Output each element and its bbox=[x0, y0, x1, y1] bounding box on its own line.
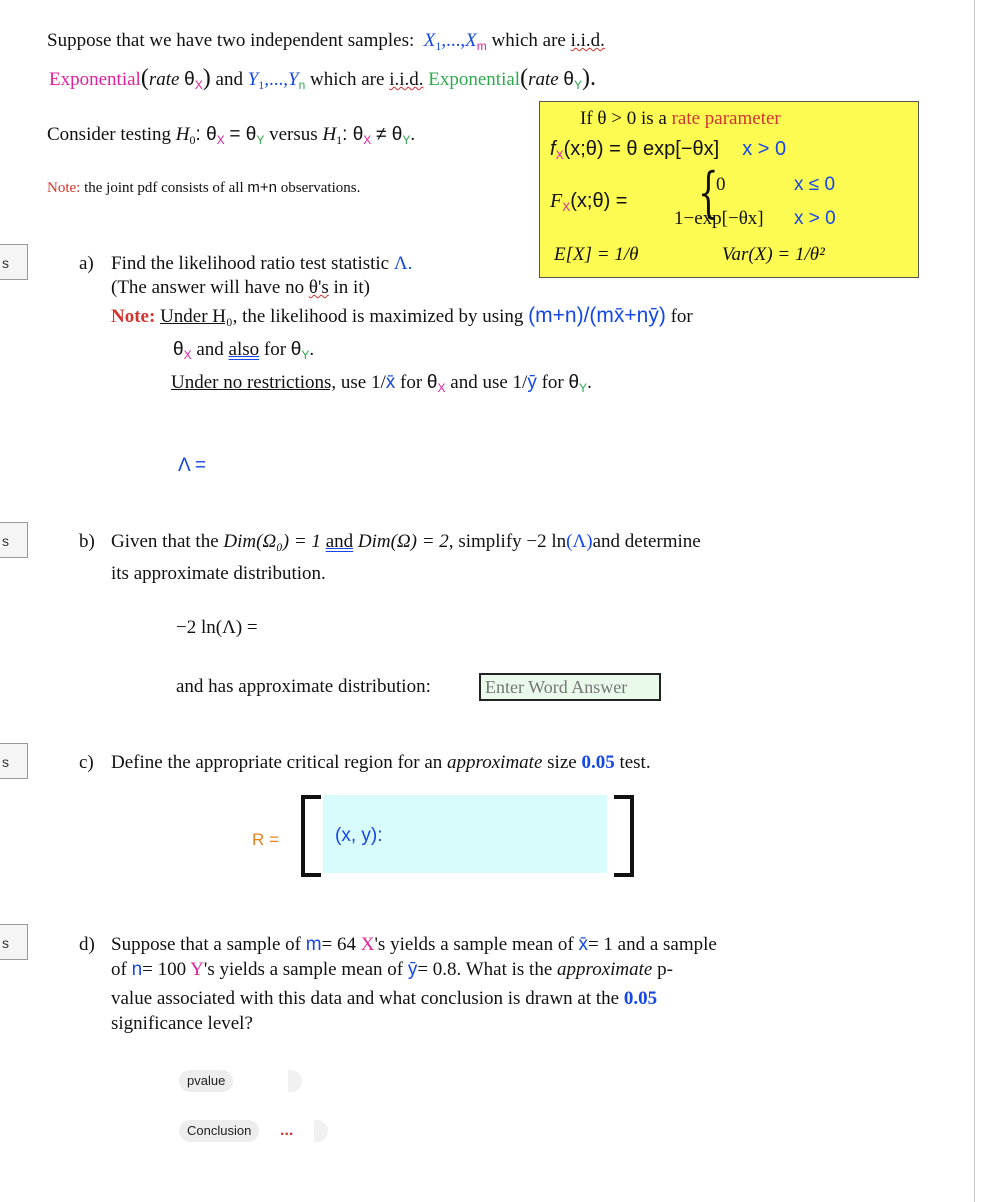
x-seq-sub1: 1 bbox=[435, 39, 442, 53]
d-text-2: 's yields a sample mean of bbox=[374, 934, 574, 955]
and-word-a: and bbox=[196, 339, 224, 360]
note-tail: observations. bbox=[280, 180, 361, 196]
part-b-given: Given that the bbox=[111, 531, 219, 552]
cdf-body: (x;θ) = bbox=[570, 190, 628, 212]
h0-symbol: H bbox=[175, 124, 190, 145]
conclusion-label: Conclusion bbox=[187, 1123, 252, 1138]
box-variance bbox=[722, 244, 825, 266]
iid-label-2: i.i.d. bbox=[389, 69, 424, 90]
d-m: m bbox=[305, 934, 322, 955]
d-ybar: ȳ bbox=[407, 959, 418, 980]
note-m: m bbox=[247, 179, 260, 196]
part-a-line-4: $\theta_X$ and also for $\theta_Y$. bbox=[173, 339, 315, 362]
and-use-text: and use 1/ bbox=[450, 372, 528, 393]
d-p-hyphen: p- bbox=[657, 959, 673, 980]
d-text-3: = 1 and a sample bbox=[587, 934, 717, 955]
x-seq-start: X bbox=[423, 30, 436, 51]
part-b-lambda: (Λ) bbox=[566, 531, 593, 552]
exponential-label-2: Exponential bbox=[428, 69, 521, 90]
part-a-note-text: the likelihood is maximized by using bbox=[242, 306, 524, 327]
d-text-7: value associated with this data and what conclusion is drawn at the bbox=[111, 988, 620, 1009]
right-margin-line bbox=[974, 0, 975, 1202]
y-seq-sub-n: n bbox=[298, 78, 306, 92]
box-if-text: If θ > 0 is a bbox=[580, 108, 667, 129]
lambda-symbol: Λ. bbox=[393, 253, 413, 274]
pvalue-label: pvalue bbox=[187, 1073, 226, 1088]
neg2lnlambda-label: −2 ln(Λ) = bbox=[176, 617, 258, 638]
y-seq-sub1: 1 bbox=[258, 78, 265, 92]
h0-equals: = θ bbox=[229, 124, 257, 145]
theta-x-b: θ bbox=[426, 372, 438, 393]
expectation: E[X] = 1/θ bbox=[554, 244, 639, 265]
cdf-case-2 bbox=[674, 208, 764, 230]
part-c-tab[interactable]: s bbox=[0, 743, 28, 779]
conclusion-dropdown[interactable] bbox=[179, 1120, 259, 1142]
part-d-label: d) bbox=[79, 934, 95, 955]
theta-y-sub-1: Y bbox=[574, 78, 583, 92]
part-b-label: b) bbox=[79, 531, 95, 552]
distribution-label: and has approximate distribution: bbox=[176, 676, 431, 697]
part-c-text: Define the appropriate critical region for an bbox=[111, 752, 443, 773]
conclusion-dropdown-end[interactable] bbox=[314, 1120, 328, 1142]
h1-sub: 1 bbox=[336, 133, 343, 147]
part-a-line-1 bbox=[111, 253, 412, 275]
intro-line-2: Exponential(rate $\theta_X$) and $Y_1,...,Y_n$ which are i.i.d. Exponential(rate $\theta_Y$). bbox=[49, 65, 597, 92]
part-a-thetas: θ's bbox=[308, 277, 329, 298]
part-c-size: size bbox=[547, 752, 577, 773]
note-plus: + bbox=[259, 179, 269, 196]
part-a-paren-pre: (The answer will have no bbox=[111, 277, 305, 298]
part-a-line-5: Under no restrictions, use 1/x̄ for $\theta_X$ and use 1/ȳ for $\theta_Y$. bbox=[171, 372, 592, 395]
d-n: n bbox=[131, 959, 143, 980]
part-d-line-3 bbox=[111, 988, 657, 1010]
exponential-reference-box bbox=[539, 101, 919, 278]
dim-omega0: Dim(Ω₀) = 1 bbox=[223, 531, 321, 552]
iid-prefix: which are bbox=[491, 30, 566, 51]
pdf-sub: X bbox=[555, 148, 564, 162]
part-a-paren-post: in it) bbox=[333, 277, 370, 298]
part-a-label: a) bbox=[79, 253, 94, 274]
pvalue-dropdown-end[interactable] bbox=[288, 1070, 302, 1092]
part-c-label: c) bbox=[79, 752, 94, 773]
critical-region-box[interactable] bbox=[323, 795, 607, 873]
joint-pdf-note bbox=[47, 179, 360, 197]
y-seq-end: Y bbox=[288, 69, 299, 90]
theta-x-1: θ bbox=[184, 69, 195, 90]
for-word-b: for bbox=[400, 372, 423, 393]
box-pdf bbox=[550, 138, 786, 162]
d-approximate: approximate bbox=[557, 959, 653, 980]
h1-not-equal: ≠ θ bbox=[376, 124, 403, 145]
lambda-answer[interactable] bbox=[178, 455, 206, 477]
rate-word-2: rate bbox=[528, 69, 559, 90]
part-a-note-formula: (m+n)/(mx̄+nȳ) bbox=[528, 304, 666, 327]
d-y-label: Y bbox=[190, 959, 204, 980]
part-a-note-label: Note: bbox=[111, 306, 156, 327]
for-word-c: for bbox=[541, 372, 564, 393]
iid-prefix-2: which are bbox=[310, 69, 385, 90]
part-d-tab[interactable]: s bbox=[0, 924, 28, 960]
xbar-symbol: x̄ bbox=[385, 372, 396, 393]
part-d-line-1 bbox=[111, 934, 717, 956]
d-n-value: = 100 bbox=[142, 959, 187, 980]
part-b-line-1 bbox=[111, 531, 701, 553]
cdf-case1-value: 0 bbox=[716, 174, 726, 195]
exponential-label-1: Exponential bbox=[49, 69, 141, 90]
d-xbar: x̄ bbox=[578, 934, 588, 955]
y-seq-dots: ,..., bbox=[264, 69, 289, 90]
box-cdf bbox=[550, 190, 627, 214]
h0-sub: 0 bbox=[189, 133, 196, 147]
theta-y-1: θ bbox=[563, 69, 574, 90]
hypothesis-line: Consider testing $H_0$: $\theta_X = \theta_Y$ versus $H_1$: $\theta_X \ne \theta_Y$. bbox=[47, 124, 416, 147]
theta-x-sub-1: X bbox=[194, 78, 203, 92]
d-text-6: = 0.8. What is the bbox=[417, 959, 553, 980]
part-a-note-h0: Under H₀, bbox=[160, 306, 238, 327]
x-seq-sub-m: m bbox=[476, 39, 487, 53]
part-a-question: Find the likelihood ratio test statistic bbox=[111, 253, 390, 274]
distribution-input[interactable] bbox=[481, 675, 659, 699]
d-text-1: Suppose that a sample of bbox=[111, 934, 301, 955]
distribution-answer-box[interactable] bbox=[479, 673, 661, 701]
pdf-body: (x;θ) = θ exp[−θx] bbox=[563, 138, 720, 160]
lambda-answer-label: Λ = bbox=[178, 455, 207, 476]
cdf-brace: { bbox=[698, 161, 719, 224]
right-bracket bbox=[614, 795, 634, 877]
part-a-note-for: for bbox=[670, 306, 693, 327]
part-b-line-2: its approximate distribution. bbox=[111, 563, 326, 584]
theta-x-b-sub: X bbox=[437, 381, 446, 395]
d-text-4: of bbox=[111, 959, 127, 980]
h0-theta: : θ bbox=[195, 124, 217, 145]
h1-theta: : θ bbox=[342, 124, 364, 145]
part-c-test: test. bbox=[619, 752, 651, 773]
d-m-value: = 64 bbox=[321, 934, 357, 955]
cdf-sub: X bbox=[562, 200, 571, 214]
left-bracket bbox=[301, 795, 321, 877]
intro-text: Suppose that we have two independent samples: bbox=[47, 30, 415, 51]
box-expectation bbox=[554, 244, 638, 266]
part-b-determine: and determine bbox=[592, 531, 701, 552]
pvalue-dropdown[interactable] bbox=[179, 1070, 233, 1092]
rate-word-1: rate bbox=[148, 69, 180, 90]
conclusion-ellipsis[interactable]: ... bbox=[280, 1122, 294, 1139]
part-a-tab[interactable]: s bbox=[0, 244, 28, 280]
cdf-case1-condition: x ≤ 0 bbox=[794, 174, 836, 195]
h1-symbol: H bbox=[322, 124, 337, 145]
box-line-1 bbox=[580, 108, 781, 130]
part-b-and: and bbox=[325, 531, 354, 552]
use-text: use 1/ bbox=[340, 372, 386, 393]
versus-word: versus bbox=[269, 124, 318, 145]
x-seq-end: X bbox=[465, 30, 477, 51]
part-a-note-line bbox=[111, 304, 693, 328]
part-d-line-4: significance level? bbox=[111, 1013, 253, 1034]
x-seq-dots: ,..., bbox=[441, 30, 466, 51]
variance: Var(X) = 1/θ² bbox=[722, 244, 825, 265]
part-a-line-2 bbox=[111, 277, 370, 299]
theta-y-b-sub: Y bbox=[579, 381, 588, 395]
box-rate-parameter: rate parameter bbox=[671, 108, 781, 129]
part-b-tab[interactable]: s bbox=[0, 522, 28, 558]
cdf-case2-condition: x > 0 bbox=[794, 208, 836, 229]
part-b-simplify: simplify −2 ln bbox=[458, 531, 567, 552]
dim-omega: Dim(Ω) = 2, bbox=[357, 531, 454, 552]
neg2lnlambda-answer[interactable] bbox=[176, 617, 258, 639]
y-seq-start: Y bbox=[247, 69, 259, 90]
part-d-line-2 bbox=[111, 959, 673, 981]
theta-y-a: θ bbox=[290, 339, 302, 360]
critical-region-label: R = bbox=[252, 830, 279, 849]
iid-label-1: i.i.d. bbox=[570, 30, 605, 51]
cdf-case2-value: 1−exp[−θx] bbox=[674, 208, 764, 229]
part-c-approximate: approximate bbox=[447, 752, 543, 773]
note-label: Note: bbox=[47, 180, 81, 196]
part-c-line bbox=[111, 752, 651, 774]
d-alpha: 0.05 bbox=[623, 988, 658, 1009]
theta-y-b: θ bbox=[568, 372, 580, 393]
part-c-alpha: 0.05 bbox=[581, 752, 615, 773]
cdf-case-1 bbox=[716, 174, 726, 196]
cdf-symbol: F bbox=[550, 190, 563, 212]
d-x-label: X bbox=[360, 934, 375, 955]
intro-line-1 bbox=[47, 30, 605, 54]
ybar-symbol: ȳ bbox=[527, 372, 537, 393]
d-text-5: 's yields a sample mean of bbox=[203, 959, 404, 980]
no-restrictions-label: Under no restrictions, bbox=[171, 372, 337, 393]
theta-y-a-sub: Y bbox=[301, 348, 310, 362]
and-word: and bbox=[215, 69, 243, 90]
theta-x-a-sub: X bbox=[183, 348, 192, 362]
pdf-condition: x > 0 bbox=[742, 138, 787, 160]
also-word: also bbox=[228, 339, 260, 360]
pdf-symbol: f bbox=[550, 138, 556, 160]
region-set-builder: (x, y): bbox=[335, 825, 383, 846]
note-text: the joint pdf consists of all bbox=[84, 180, 244, 196]
hypothesis-prefix: Consider testing bbox=[47, 124, 172, 145]
theta-x-a: θ bbox=[173, 339, 184, 360]
for-word-a: for bbox=[263, 339, 287, 360]
note-n: n bbox=[268, 179, 278, 196]
